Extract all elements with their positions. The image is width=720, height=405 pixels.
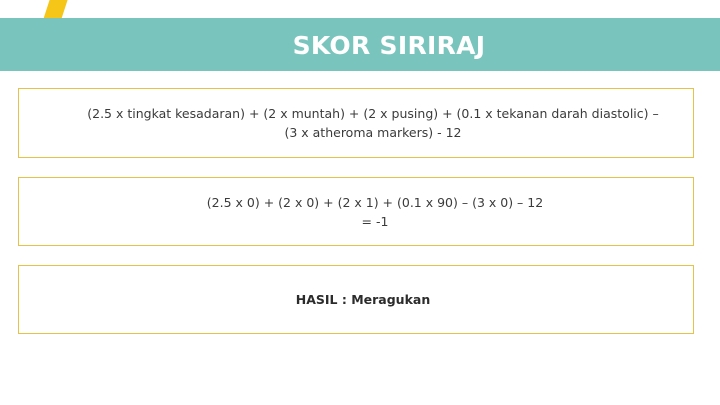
title-bar: [0, 18, 720, 71]
slide-title: SKOR SIRIRAJ: [292, 31, 486, 60]
formula-line-1: (2.5 x tingkat kesadaran) + (2 x muntah) + (2 x pusing) + (0.1 x tekanan darah diastolic) –: [87, 106, 659, 121]
formula-box: [18, 88, 694, 158]
result-box: [18, 265, 694, 334]
calculation-line-2: = -1: [361, 213, 389, 229]
calculation-box: [18, 177, 694, 246]
result-text: HASIL : Meragukan: [295, 292, 431, 307]
calculation-text: [169, 193, 543, 231]
formula-line-2: (3 x atheroma markers) - 12: [284, 125, 462, 140]
formula-text: [47, 104, 664, 142]
calculation-line-1: (2.5 x 0) + (2 x 0) + (2 x 1) + (0.1 x 90) – (3 x 0) – 12: [206, 194, 544, 210]
